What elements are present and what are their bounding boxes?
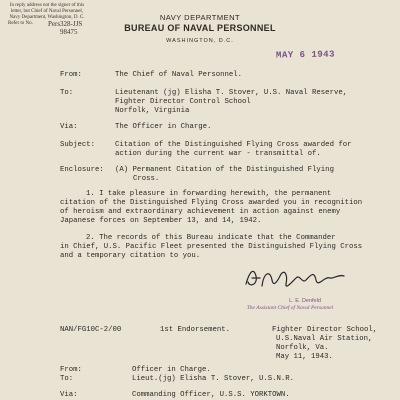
from-label: From: <box>60 71 82 79</box>
letterhead-department: NAVY DEPARTMENT <box>159 13 241 22</box>
reference-number: Pers328-JJS <box>48 20 83 28</box>
paragraph-1-line-3: of heroism and extraordinary achievement in action against enemy <box>60 208 341 216</box>
subject-label: Subject: <box>60 141 96 149</box>
reply-line-1: In reply address not the signer of this <box>9 3 85 8</box>
via-label: Via: <box>60 123 78 131</box>
endorsement-to-label: To: <box>60 375 74 383</box>
endorsement-from-label: From: <box>60 366 82 374</box>
subject-line-1: Citation of the Distinguished Flying Cross awarded for <box>115 141 352 149</box>
endorsement-via-label: Via: <box>60 391 78 399</box>
endorsement-title: 1st Endorsement. <box>160 326 231 334</box>
enclosure-line-1: (A) Permanent Citation of the Distinguished Flying <box>115 166 334 174</box>
paragraph-1-line-2: citation of the Distinguished Flying Cross awarded you in recognition <box>60 199 363 207</box>
endorsement-address-1: Fighter Director School, <box>272 326 378 334</box>
endorsement-via-value: Commanding Officer, U.S.S. YORKTOWN. <box>132 391 290 399</box>
reply-line-2: letter, but Chief of Naval Personnel, <box>10 9 84 14</box>
paragraph-2-line-3: and a temporary citation to you. <box>60 252 201 260</box>
reference-number-secondary: 98475 <box>60 28 78 36</box>
to-label: To: <box>60 89 74 97</box>
endorsement-to-value: Lieut.(jg) Elisha T. Stover, U.S.N.R. <box>132 375 295 383</box>
signer-name: L. E. Denfeld <box>289 298 321 304</box>
reply-line-3: Navy Department, Washington, D. C. <box>9 15 85 20</box>
to-line-1: Lieutenant (jg) Elisha T. Stover, U.S. Naval Reserve, <box>115 89 348 97</box>
endorsement-reference: NAN/FG10C-2/00 <box>60 326 122 334</box>
to-line-2: Fighter Director Control School <box>115 98 251 106</box>
paragraph-2-line-1: 2. The records of this Bureau indicate that the Commander <box>86 234 336 242</box>
endorsement-from-value: Officer in Charge. <box>132 366 211 374</box>
enclosure-line-2: Cross. <box>133 175 160 183</box>
paragraph-1-line-4: Japanese forces on September 13, and 14, 1942. <box>60 217 262 225</box>
paragraph-2-line-2: in Chief, U.S. Pacific Fleet presented the Distinguished Flying Cross <box>60 243 363 251</box>
enclosure-label: Enclosure: <box>60 166 104 174</box>
endorsement-address-3: Norfolk, Va. <box>276 344 329 352</box>
date-stamp: MAY 6 1943 <box>275 49 336 61</box>
letterhead-location: WASHINGTON, D.C. <box>166 38 234 44</box>
handwritten-signature <box>240 262 350 294</box>
endorsement-date: May 11, 1943. <box>276 353 333 361</box>
refer-label: Refer to No. <box>8 21 33 26</box>
signer-title: The Assistant Chief of Naval Personnel <box>246 305 334 311</box>
endorsement-address-2: U.S.Naval Air Station, <box>276 335 373 343</box>
paragraph-1-line-1: 1. I take pleasure in forwarding herewith, the permanent <box>86 190 332 198</box>
letterhead-bureau: BUREAU OF NAVAL PERSONNEL <box>124 23 276 33</box>
subject-line-2: action during the current war - transmittal of. <box>115 150 321 158</box>
from-value: The Chief of Naval Personnel. <box>115 71 242 79</box>
via-value: The Officer in Charge. <box>115 123 212 131</box>
to-line-3: Norfolk, Virginia <box>115 107 190 115</box>
